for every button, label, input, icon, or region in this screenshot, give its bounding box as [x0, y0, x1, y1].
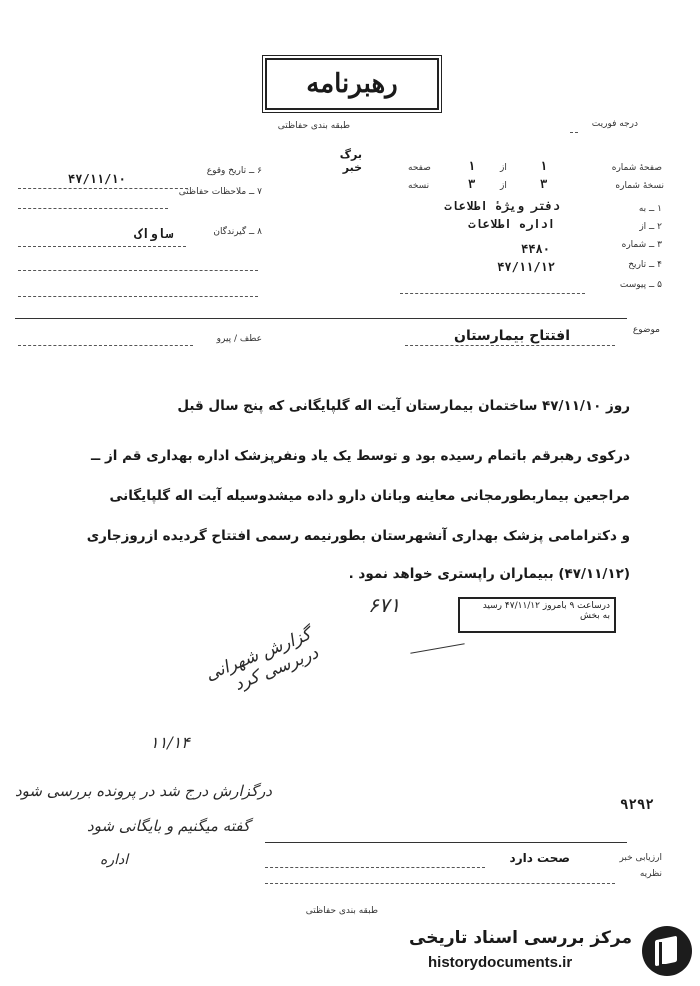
evaluation-line [265, 867, 485, 868]
page-of-label: از [500, 163, 507, 173]
archive-document-icon [642, 926, 692, 976]
date-value: ۴۷/۱۱/۱۲ [497, 260, 555, 274]
recipients-line-1 [18, 246, 186, 247]
to-value: دفتر ویژهٔ اطلاعات [444, 199, 560, 213]
header-separator [15, 318, 627, 319]
receipt-stamp [458, 597, 616, 633]
handwritten-signature: گزارش شهرانی دربرسی کرد [202, 624, 322, 695]
urgency-dotline [570, 132, 578, 133]
copy-of-label: از [500, 181, 507, 191]
date-label: ۴ ــ تاریخ [628, 260, 662, 270]
page-unit: صفحه [408, 163, 431, 173]
watermark-org: مرکز بررسی اسناد تاریخی [409, 928, 632, 948]
occurrence-date-line [18, 188, 188, 189]
copy-total-value: ۳ [468, 177, 476, 191]
stamp-line-1: درساعت ۹ بامروز ۴۷/۱۱/۱۲ رسید [482, 601, 610, 611]
attachment-line [400, 293, 585, 294]
page-number-label: صفحهٔ شماره [611, 163, 662, 173]
copy-number-value: ۳ [540, 177, 548, 191]
number-label: ۳ ــ شماره [621, 240, 662, 250]
subject-value: افتتاح بیمارستان [454, 328, 570, 344]
watermark-url: historydocuments.ir [428, 954, 573, 971]
watermark-logo [400, 918, 700, 986]
document-title-box [265, 58, 439, 110]
body-line-5: (۴۷/۱۱/۱۲) ببیماران راپستری خواهد نمود . [348, 566, 630, 582]
reference-line [18, 345, 193, 346]
opinion-line [265, 883, 615, 884]
handwritten-note-3: اداره [100, 852, 129, 868]
recipients-value: ساواک [134, 227, 174, 242]
urgency-label: درجه فوریت [591, 119, 638, 129]
opinion-label: نظریه [639, 869, 662, 879]
number-value: ۴۴۸۰ [521, 242, 550, 256]
stamp-line-2: به بخش [580, 611, 610, 621]
document-title: رهبرنامه [306, 69, 398, 99]
copy-number-label: نسخهٔ شماره [615, 181, 664, 191]
occurrence-date-value: ۴۷/۱۱/۱۰ [68, 172, 126, 186]
handwritten-note-1: درگزارش درج شد در پرونده بررسی شود [14, 782, 272, 800]
form-name: برگ خبر [339, 148, 362, 174]
body-line-4: و دکترامامی پزشک بهداری آنشهرستان بطورنیمه رسمی افتتاح گردیده ازروزجاری [86, 528, 630, 544]
to-label: ۱ ــ به [638, 204, 662, 214]
classification-label-bottom: طبقه بندی حفاظتی [305, 906, 378, 916]
protective-notes-label: ۷ ــ ملاحظات حفاظتی [178, 187, 262, 197]
from-label: ۲ ــ از [639, 222, 662, 232]
recipients-line-2 [18, 270, 258, 271]
body-line-1: روز ۴۷/۱۱/۱۰ ساختمان بیمارستان آیت اله گلپایگانی که پنج سال قبل [177, 398, 630, 414]
from-value: اداره اطلاعات [468, 217, 555, 231]
file-number: ۹۲۹۲ [620, 797, 654, 813]
evaluation-value: صحت دارد [509, 851, 570, 865]
reference-label: عطف / پیرو [216, 334, 262, 344]
notes-line-1 [18, 208, 168, 209]
attachment-label: ۵ ــ پیوست [619, 280, 662, 290]
body-line-3: مراجعین بیماربطورمجانی معاینه وبانان دارو داده میشدوسیله آیت اله گلپایگانی [109, 488, 630, 504]
margin-note: ۶۷۱ [368, 593, 401, 617]
occurrence-date-label: ۶ ــ تاریخ وقوع [206, 166, 262, 176]
subject-line [405, 345, 615, 346]
recipients-line-3 [18, 296, 258, 297]
margin-scribble [410, 643, 464, 654]
page-total-value: ۱ [468, 159, 476, 173]
handwritten-date: ۱۱/۱۴ [150, 733, 190, 752]
classification-label-top: طبقه بندی حفاظتی [277, 121, 350, 131]
page-number-value: ۱ [540, 159, 548, 173]
evaluation-label: ارزیابی خبر [619, 853, 662, 863]
copy-unit: نسخه [408, 181, 430, 191]
body-line-2: درکوی رهبرقم باتمام رسیده بود و توسط یک یاد ونفرپزشک اداره بهداری قم از ــ [91, 448, 630, 464]
handwritten-note-2: گفته میگنیم و بایگانی شود [87, 817, 250, 835]
subject-label: موضوع [632, 325, 660, 335]
recipients-label: ۸ ــ گیرندگان [213, 227, 262, 237]
footer-separator [265, 842, 627, 843]
